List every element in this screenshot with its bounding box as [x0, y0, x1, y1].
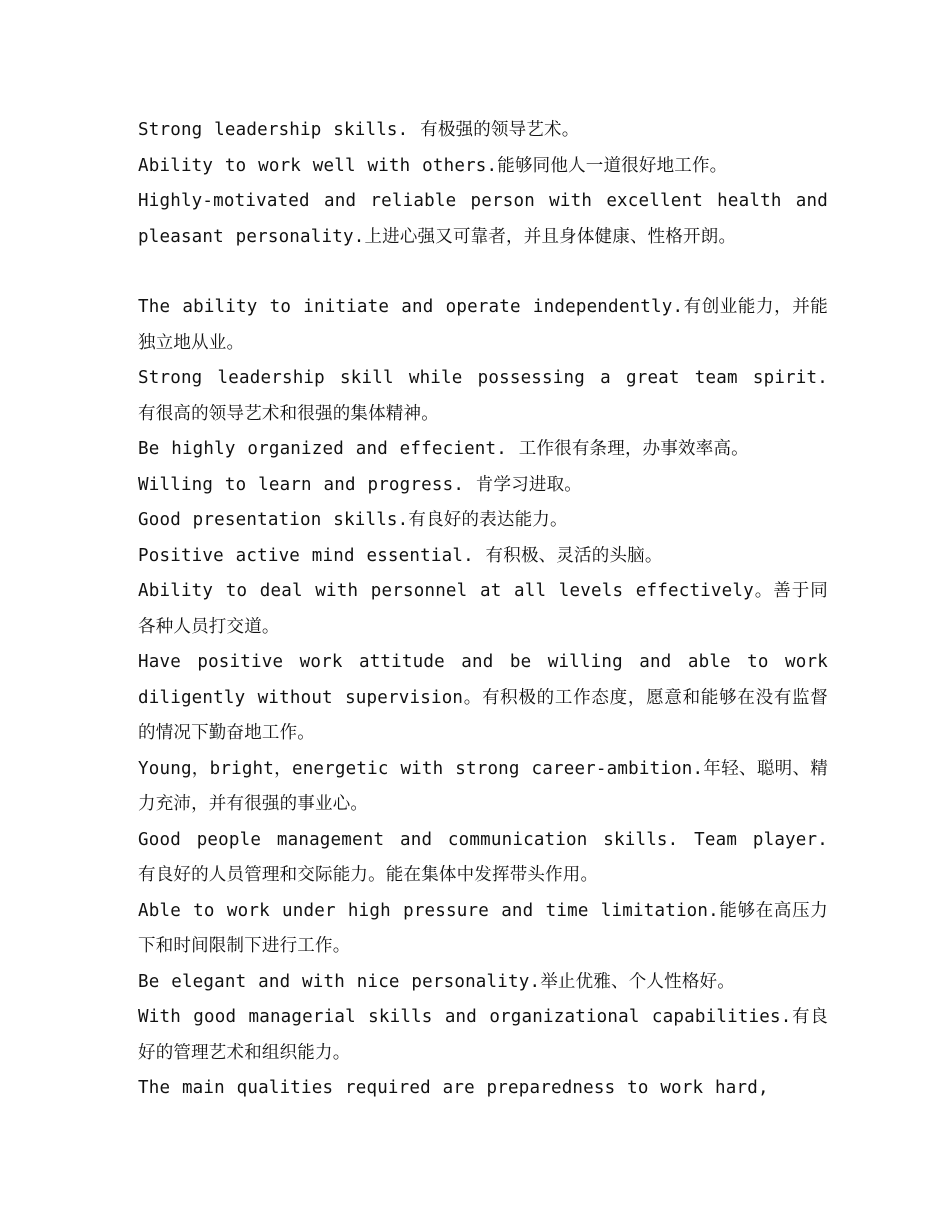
paragraph-16: Be elegant and with nice personality.举止优雅、个人性格好。: [138, 971, 735, 992]
document-page: [138, 113, 828, 1107]
paragraph-5: The ability to initiate and operate independently.有创业能力，并能独立地从业。: [138, 297, 828, 353]
paragraph-14: Good people management and communication skills. Team player. 有良好的人员管理和交际能力。能在集体中发挥带头作用。: [138, 829, 828, 885]
paragraph-9: Good presentation skills.有良好的表达能力。: [138, 510, 568, 530]
paragraph-7: Be highly organized and effecient. 工作很有条理，办事效率高。: [138, 439, 749, 459]
paragraph-18: The main qualities required are preparedness to work hard,: [138, 1078, 769, 1098]
paragraph-8: Willing to learn and progress. 肯学习进取。: [138, 474, 583, 495]
paragraph-12: Have positive work attitude and be willing and able to work diligently without supervision。有积极的工作态度，愿意和能够在没有监督的情况下勤奋地工作。: [138, 652, 828, 743]
paragraph-11: Ability to deal with personnel at all levels effectively。善于同各种人员打交道。: [138, 581, 828, 637]
paragraph-1: Strong leadership skills. 有极强的领导艺术。: [138, 120, 580, 140]
blank-line: [138, 255, 828, 290]
paragraph-17: With good managerial skills and organizational capabilities.有良好的管理艺术和组织能力。: [138, 1007, 828, 1063]
paragraph-13: Young，bright，energetic with strong career-ambition.年轻、聪明、精力充沛，并有很强的事业心。: [138, 758, 828, 814]
paragraph-6: Strong leadership skill while possessing a great team spirit. 有很高的领导艺术和很强的集体精神。: [138, 368, 828, 424]
paragraph-10: Positive active mind essential. 有积极、灵活的头脑。: [138, 545, 663, 566]
paragraph-3: Highly-motivated and reliable person with excellent health and pleasant personality.上进心强又可靠者，并且身体健康、性格开朗。: [138, 191, 828, 247]
paragraph-15: Able to work under high pressure and time limitation.能够在高压力下和时间限制下进行工作。: [138, 900, 828, 956]
paragraph-2: Ability to work well with others.能够同他人一道很好地工作。: [138, 155, 728, 176]
